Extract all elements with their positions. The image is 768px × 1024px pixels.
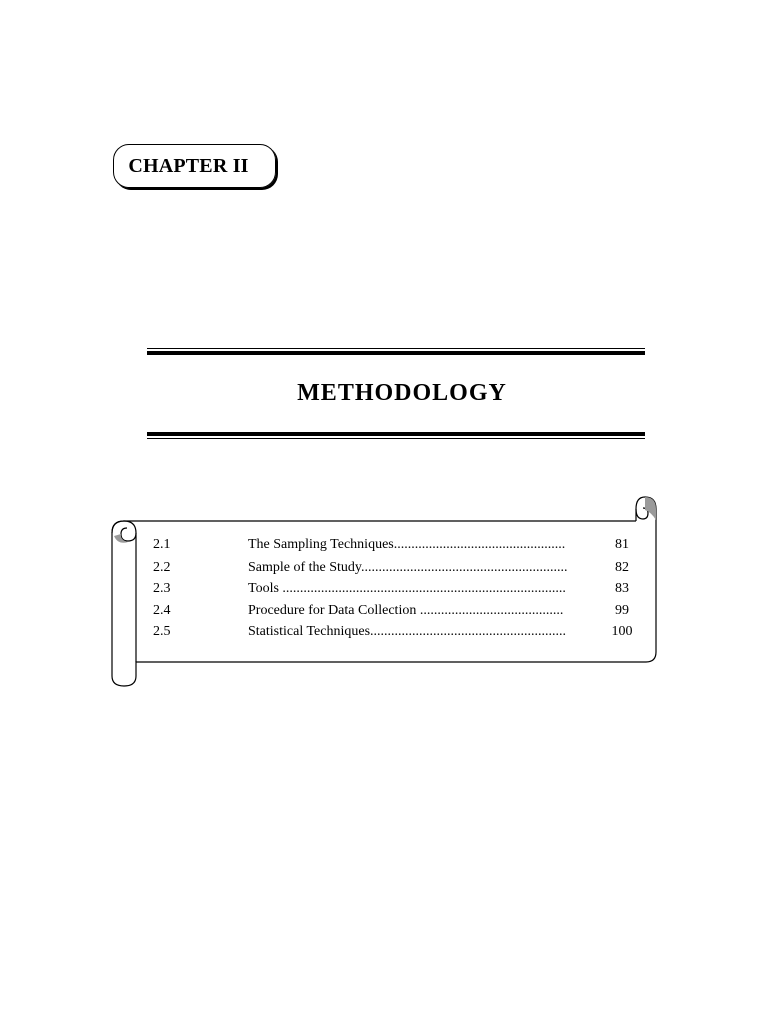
toc-item[interactable] (153, 600, 643, 622)
toc-item[interactable] (153, 621, 643, 643)
toc-number: 2.4 (153, 602, 171, 618)
toc-title: The Sampling Techniques................................................. (248, 537, 566, 552)
toc-item[interactable] (153, 578, 643, 600)
toc-page: 99 (615, 602, 629, 618)
toc-number: 2.1 (153, 537, 171, 552)
toc-page: 83 (615, 581, 629, 597)
toc-number: 2.2 (153, 559, 171, 575)
chapter-label: CHAPTER II (128, 154, 249, 177)
toc-title: Sample of the Study........................................................... (248, 559, 568, 575)
toc-page: 100 (611, 624, 633, 640)
table-of-contents (153, 534, 643, 643)
toc-title: Statistical Techniques........................................................ (248, 624, 567, 640)
toc-number: 2.3 (153, 581, 171, 597)
page-title: METHODOLOGY (297, 380, 507, 406)
toc-title: Procedure for Data Collection ......................................... (248, 602, 564, 618)
toc-page: 82 (615, 559, 629, 575)
toc-page: 81 (615, 537, 629, 552)
toc-item[interactable] (153, 534, 643, 556)
toc-item[interactable] (153, 557, 643, 579)
toc-title: Tools ................................................................................. (248, 581, 566, 597)
toc-number: 2.5 (153, 624, 171, 640)
